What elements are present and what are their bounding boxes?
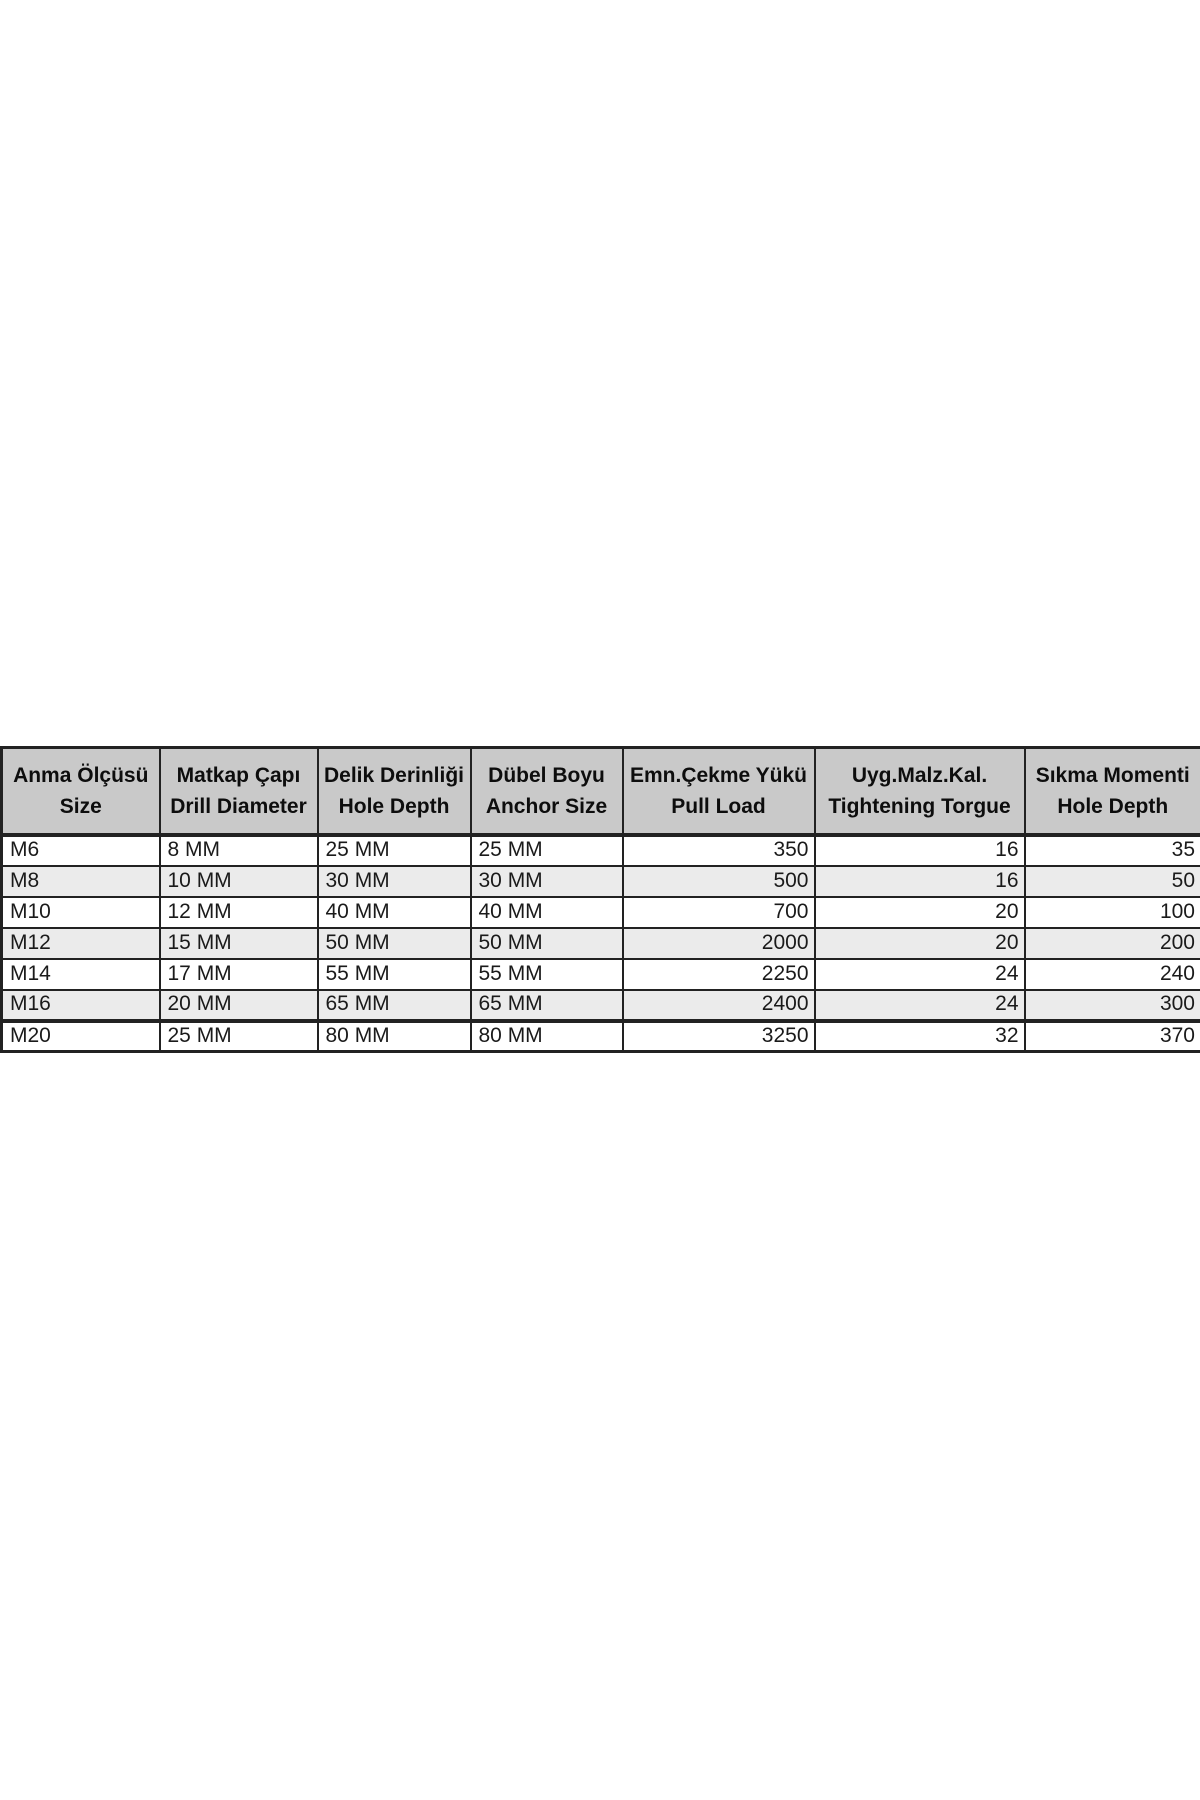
col-header-drill-diameter — [160, 748, 318, 835]
table-body — [2, 835, 1200, 1052]
col-header-tightening-moment-en: Hole Depth — [1057, 794, 1169, 818]
cell-anchor-size: 80 MM — [471, 1021, 623, 1052]
cell-pull-load: 700 — [623, 897, 815, 928]
col-header-tightening-moment-tr: Sıkma Momenti — [1035, 763, 1190, 787]
cell-tightening-moment: 240 — [1025, 959, 1200, 990]
cell-tightening-torque: 20 — [815, 897, 1025, 928]
cell-hole-depth: 50 MM — [318, 928, 471, 959]
col-header-anchor-size — [471, 748, 623, 835]
cell-hole-depth: 30 MM — [318, 866, 471, 897]
cell-pull-load: 3250 — [623, 1021, 815, 1052]
cell-tightening-moment: 300 — [1025, 990, 1200, 1021]
cell-tightening-moment: 50 — [1025, 866, 1200, 897]
cell-tightening-moment: 35 — [1025, 835, 1200, 866]
col-header-size-en: Size — [59, 794, 102, 818]
cell-drill-diameter: 25 MM — [160, 1021, 318, 1052]
cell-hole-depth: 80 MM — [318, 1021, 471, 1052]
cell-tightening-torque: 24 — [815, 959, 1025, 990]
cell-hole-depth: 25 MM — [318, 835, 471, 866]
col-header-drill-diameter-tr: Matkap Çapı — [176, 763, 301, 787]
cell-tightening-torque: 16 — [815, 866, 1025, 897]
col-header-tightening-torque-tr: Uyg.Malz.Kal. — [851, 763, 988, 787]
cell-tightening-torque: 20 — [815, 928, 1025, 959]
col-header-pull-load — [623, 748, 815, 835]
cell-tightening-moment: 200 — [1025, 928, 1200, 959]
cell-anchor-size: 25 MM — [471, 835, 623, 866]
col-header-pull-load-tr: Emn.Çekme Yükü — [629, 763, 807, 787]
cell-hole-depth: 55 MM — [318, 959, 471, 990]
table-row — [2, 959, 1200, 990]
cell-pull-load: 350 — [623, 835, 815, 866]
col-header-tightening-moment — [1025, 748, 1200, 835]
cell-tightening-moment: 370 — [1025, 1021, 1200, 1052]
cell-pull-load: 2250 — [623, 959, 815, 990]
cell-anchor-size: 30 MM — [471, 866, 623, 897]
cell-tightening-torque: 16 — [815, 835, 1025, 866]
table-row — [2, 990, 1200, 1021]
col-header-tightening-torque — [815, 748, 1025, 835]
header-row — [2, 748, 1200, 835]
cell-size: M12 — [2, 928, 160, 959]
cell-pull-load: 500 — [623, 866, 815, 897]
cell-drill-diameter: 20 MM — [160, 990, 318, 1021]
table-row — [2, 928, 1200, 959]
cell-anchor-size: 50 MM — [471, 928, 623, 959]
col-header-tightening-torque-en: Tightening Torgue — [828, 794, 1011, 818]
cell-anchor-size: 65 MM — [471, 990, 623, 1021]
cell-size: M8 — [2, 866, 160, 897]
cell-drill-diameter: 8 MM — [160, 835, 318, 866]
cell-hole-depth: 65 MM — [318, 990, 471, 1021]
cell-tightening-moment: 100 — [1025, 897, 1200, 928]
cell-drill-diameter: 12 MM — [160, 897, 318, 928]
cell-size: M10 — [2, 897, 160, 928]
col-header-anchor-size-tr: Dübel Boyu — [488, 763, 605, 787]
cell-anchor-size: 55 MM — [471, 959, 623, 990]
col-header-hole-depth — [318, 748, 471, 835]
col-header-size — [2, 748, 160, 835]
col-header-size-tr: Anma Ölçüsü — [13, 763, 149, 787]
col-header-anchor-size-en: Anchor Size — [485, 794, 608, 818]
col-header-hole-depth-en: Hole Depth — [338, 794, 450, 818]
cell-tightening-torque: 24 — [815, 990, 1025, 1021]
table-row — [2, 866, 1200, 897]
anchor-spec-table — [0, 746, 1200, 1053]
col-header-pull-load-en: Pull Load — [671, 794, 766, 818]
cell-anchor-size: 40 MM — [471, 897, 623, 928]
table-row — [2, 835, 1200, 866]
cell-pull-load: 2000 — [623, 928, 815, 959]
cell-drill-diameter: 15 MM — [160, 928, 318, 959]
cell-size: M14 — [2, 959, 160, 990]
cell-size: M6 — [2, 835, 160, 866]
cell-size: M20 — [2, 1021, 160, 1052]
col-header-hole-depth-tr: Delik Derinliği — [323, 763, 465, 787]
cell-tightening-torque: 32 — [815, 1021, 1025, 1052]
cell-size: M16 — [2, 990, 160, 1021]
table-row — [2, 1021, 1200, 1052]
cell-hole-depth: 40 MM — [318, 897, 471, 928]
cell-pull-load: 2400 — [623, 990, 815, 1021]
cell-drill-diameter: 17 MM — [160, 959, 318, 990]
col-header-drill-diameter-en: Drill Diameter — [170, 794, 307, 818]
table-row — [2, 897, 1200, 928]
cell-drill-diameter: 10 MM — [160, 866, 318, 897]
